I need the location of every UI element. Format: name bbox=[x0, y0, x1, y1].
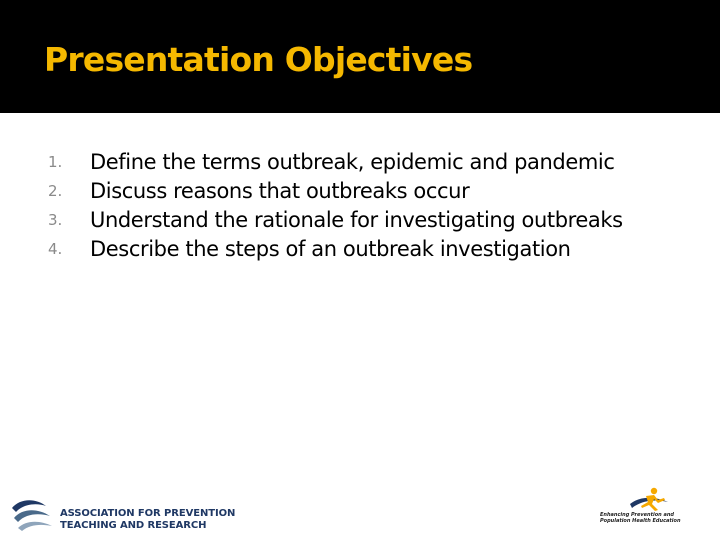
slide-title: Presentation Objectives bbox=[44, 40, 473, 79]
aptr-logo-line: ASSOCIATION FOR PREVENTION bbox=[60, 508, 236, 519]
running-figure-logo-icon bbox=[628, 486, 670, 512]
objectives-list bbox=[0, 148, 720, 264]
epph-logo-text bbox=[600, 512, 700, 524]
objective-number: 1. bbox=[48, 153, 63, 171]
objective-text: Describe the steps of an outbreak investigation bbox=[90, 237, 571, 261]
aptr-swoosh-logo-icon bbox=[10, 494, 54, 532]
objective-text: Discuss reasons that outbreaks occur bbox=[90, 179, 470, 203]
objective-item bbox=[0, 148, 690, 177]
objective-number: 3. bbox=[48, 211, 63, 229]
objective-text: Understand the rationale for investigating outbreaks bbox=[90, 208, 623, 232]
objective-number: 4. bbox=[48, 240, 63, 258]
objective-number: 2. bbox=[48, 182, 63, 200]
title-bar bbox=[0, 0, 720, 113]
objective-item bbox=[0, 177, 690, 206]
epph-logo-line: Population Health Education bbox=[600, 518, 681, 524]
aptr-logo-line: TEACHING AND RESEARCH bbox=[60, 520, 207, 531]
aptr-logo-block bbox=[10, 492, 250, 536]
epph-logo-line: Enhancing Prevention and bbox=[600, 512, 674, 518]
epph-logo-block bbox=[598, 486, 698, 532]
objective-item bbox=[0, 206, 690, 235]
objective-text: Define the terms outbreak, epidemic and pandemic bbox=[90, 150, 615, 174]
objective-item bbox=[0, 235, 690, 264]
aptr-logo-text bbox=[60, 508, 235, 532]
